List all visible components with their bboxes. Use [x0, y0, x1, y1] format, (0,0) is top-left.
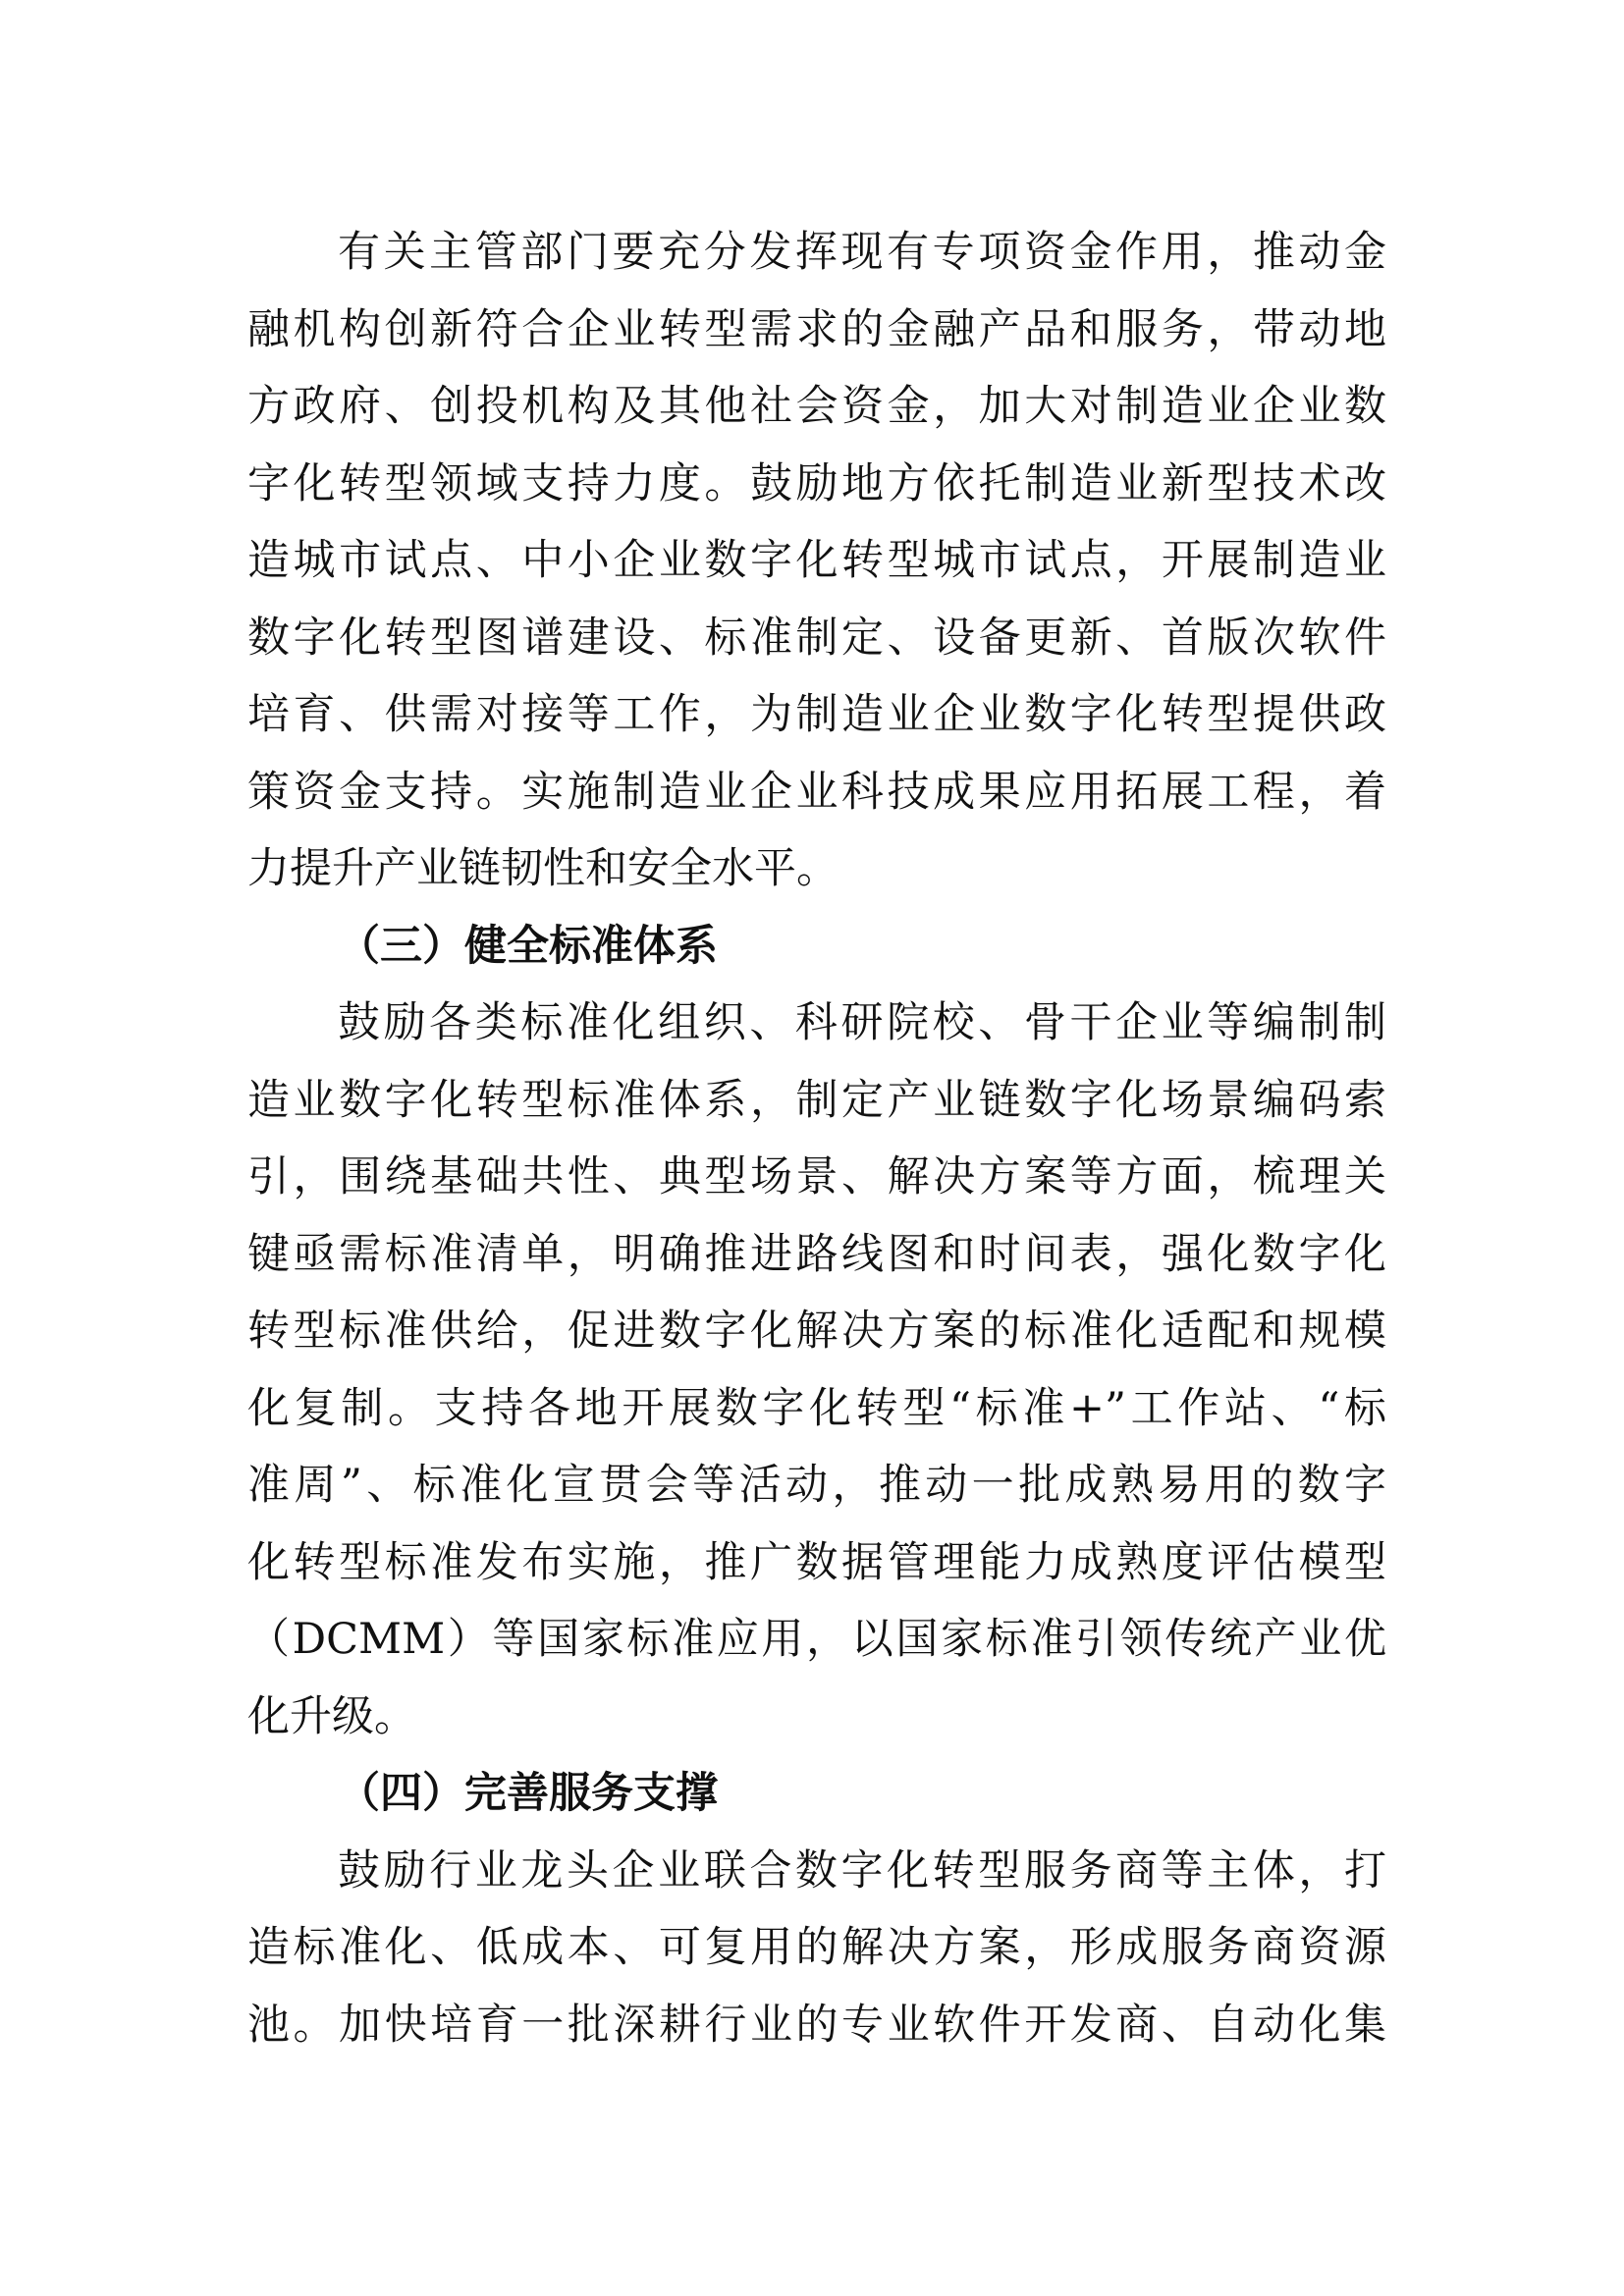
paragraph-line: 培育、供需对接等工作，为制造业企业数字化转型提供政 — [247, 690, 1386, 739]
section-heading-3: （三）健全标准体系 — [338, 921, 718, 971]
paragraph-line: 鼓励行业龙头企业联合数字化转型服务商等主体，打 — [338, 1845, 1386, 1896]
paragraph-line: 池。加快培育一批深耕行业的专业软件开发商、自动化集 — [247, 2000, 1386, 2050]
paragraph-line: 化复制。支持各地开展数字化转型“标准+”工作站、“标 — [247, 1383, 1386, 1433]
section-heading-4: （四）完善服务支撑 — [338, 1769, 718, 1818]
paragraph-line: 力提升产业链韧性和安全水平。 — [247, 844, 839, 893]
paragraph-line: 化升级。 — [247, 1691, 416, 1741]
paragraph-line: 有关主管部门要充分发挥现有专项资金作用，推动金 — [338, 228, 1386, 277]
paragraph-line: （DCMM）等国家标准应用，以国家标准引领传统产业优 — [247, 1615, 1386, 1664]
paragraph-line: 造城市试点、中小企业数字化转型城市试点，开展制造业 — [247, 536, 1386, 585]
paragraph-line: 融机构创新符合企业转型需求的金融产品和服务，带动地 — [247, 304, 1386, 354]
paragraph-line: 键亟需标准清单，明确推进路线图和时间表，强化数字化 — [247, 1229, 1386, 1279]
paragraph-line: 造标准化、低成本、可复用的解决方案，形成服务商资源 — [247, 1923, 1386, 1972]
paragraph-line: 准周”、标准化宣贯会等活动，推动一批成熟易用的数字 — [247, 1461, 1386, 1510]
paragraph-line: 引，围绕基础共性、典型场景、解决方案等方面，梳理关 — [247, 1152, 1386, 1201]
paragraph-line: 策资金支持。实施制造业企业科技成果应用拓展工程，着 — [247, 767, 1386, 817]
document-body — [247, 214, 1386, 2063]
paragraph-line: 数字化转型图谱建设、标准制定、设备更新、首版次软件 — [247, 613, 1386, 663]
paragraph-line: 字化转型领域支持力度。鼓励地方依托制造业新型技术改 — [247, 458, 1386, 508]
paragraph-line: 转型标准供给，促进数字化解决方案的标准化适配和规模 — [247, 1307, 1386, 1356]
paragraph-line: 鼓励各类标准化组织、科研院校、骨干企业等编制制 — [338, 998, 1386, 1047]
paragraph-line: 方政府、创投机构及其他社会资金，加大对制造业企业数 — [247, 382, 1386, 431]
paragraph-line: 化转型标准发布实施，推广数据管理能力成熟度评估模型 — [247, 1537, 1386, 1587]
paragraph-line: 造业数字化转型标准体系，制定产业链数字化场景编码索 — [247, 1075, 1386, 1125]
